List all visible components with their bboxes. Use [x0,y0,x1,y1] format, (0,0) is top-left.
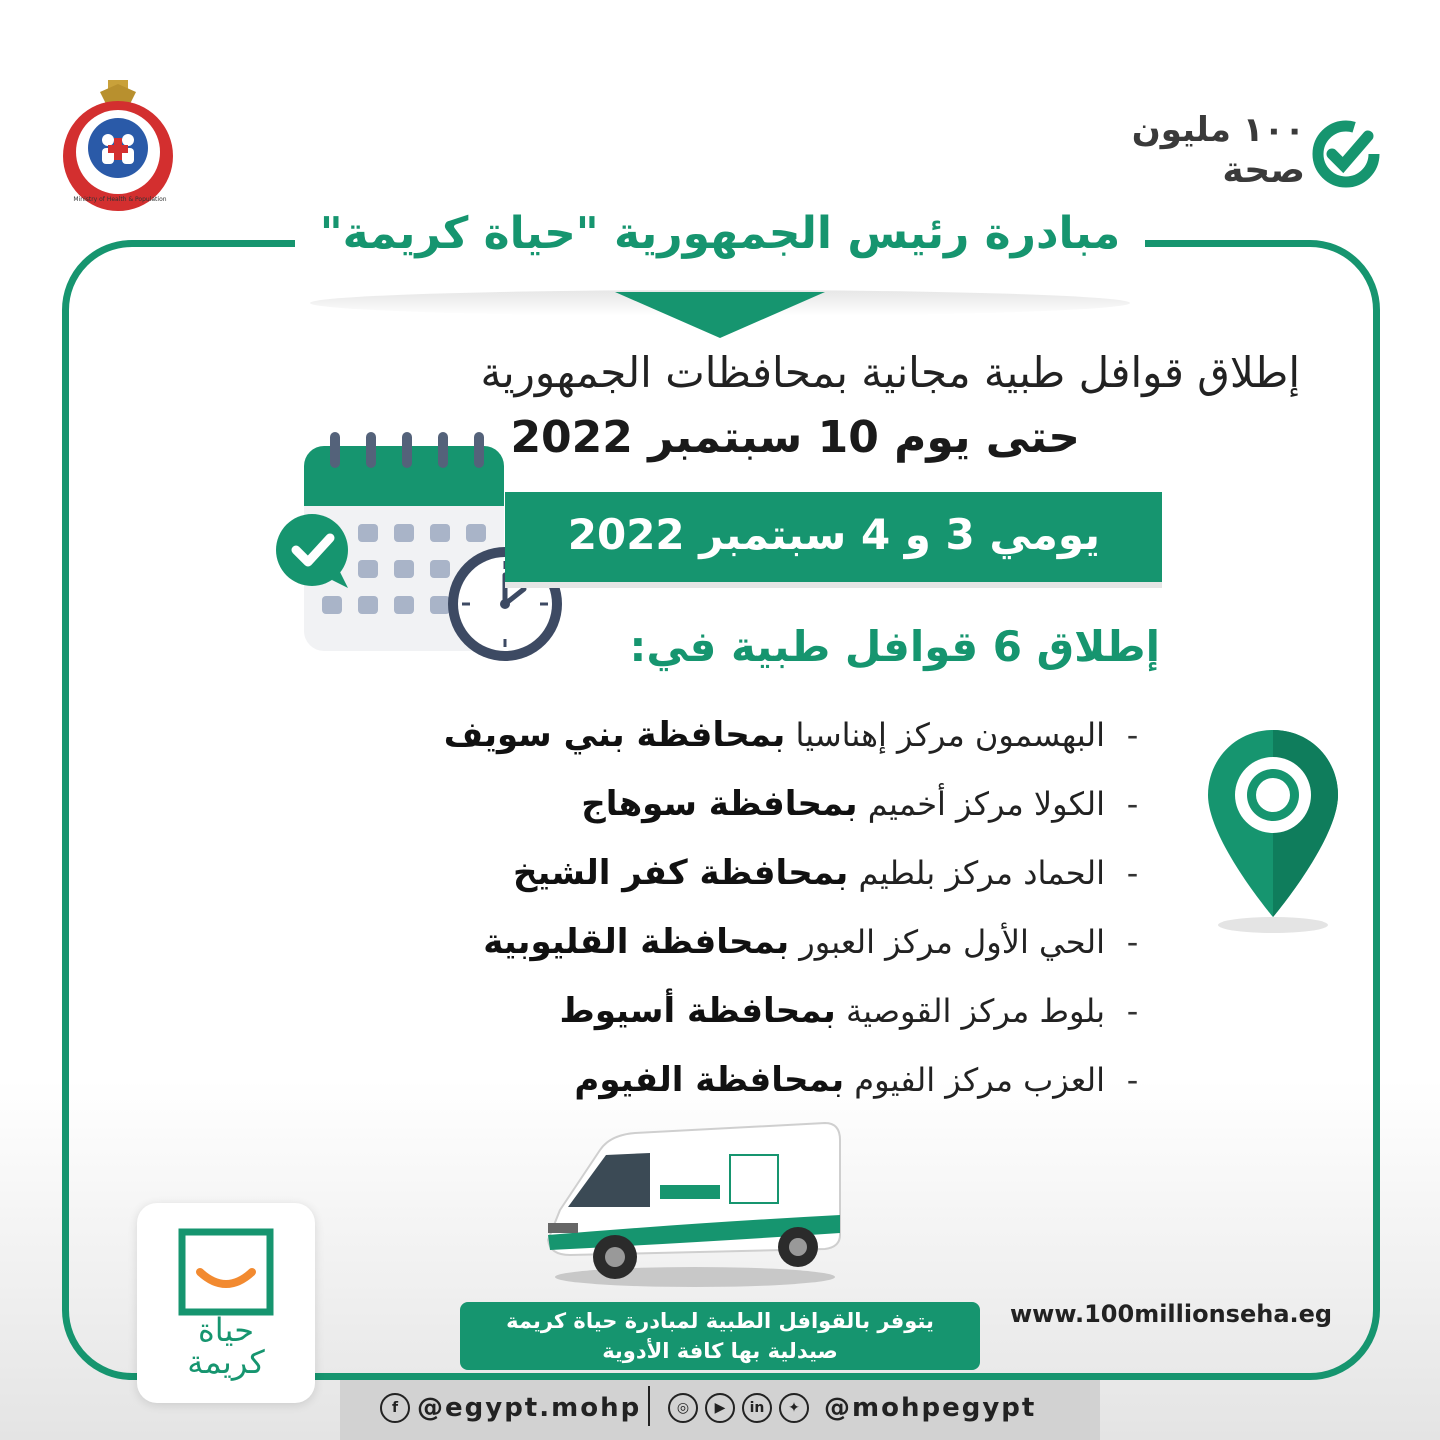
location-place: العزب مركز الفيوم [854,1060,1105,1099]
hayah-karima-mark-icon [178,1228,274,1316]
hayah-karima-line1: حياة [198,1311,254,1349]
ministry-name-en: Ministry of Health & Population [73,196,167,203]
list-dash: - [1126,853,1139,892]
facebook-icon[interactable]: f [380,1393,410,1423]
location-governorate: بمحافظة أسيوط [559,990,836,1031]
hayah-karima-text [142,1311,310,1381]
page-title: مبادرة رئيس الجمهورية "حياة كريمة" [319,208,1121,259]
list-item [360,700,1160,769]
headline-until: حتى يوم 10 سبتمبر 2022 [510,412,1080,463]
logo-100m-line1: ١٠٠ مليون [1131,110,1305,150]
logo-100-million-seha [1131,110,1390,200]
list-dash: - [1126,991,1139,1030]
van-icon [540,1115,850,1290]
location-governorate: بمحافظة بني سويف [443,714,786,755]
social-handle: @mohpegypt [824,1393,1037,1423]
facebook-handle: @egypt.mohp [417,1393,642,1423]
check-icon [1310,118,1382,190]
date-banner-text: يومي 3 و 4 سبتمبر 2022 [567,510,1100,559]
footer-note [460,1302,980,1370]
social-divider [648,1386,650,1426]
logo-100m-line2: صحة [1222,150,1305,191]
location-place: بلوط مركز القوصية [846,991,1105,1030]
linkedin-icon[interactable]: in [742,1393,772,1423]
down-arrow-icon [615,292,825,340]
location-place: الحي الأول مركز العبور [799,922,1105,961]
list-item [360,907,1160,976]
footer-note-line1: يتوفر بالقوافل الطبية لمبادرة حياة كريمة [506,1309,934,1333]
list-dash: - [1126,922,1139,961]
list-item [360,1045,1160,1114]
location-place: البهسمون مركز إهناسيا [795,715,1105,754]
hayah-karima-line2: كريمة [187,1343,265,1381]
youtube-icon[interactable]: ▶ [705,1393,735,1423]
footer-note-line2: صيدلية بها كافة الأدوية [602,1339,838,1363]
twitter-icon[interactable]: ✦ [779,1393,809,1423]
location-pin-icon [1198,725,1348,940]
location-governorate: بمحافظة كفر الشيخ [512,852,849,893]
social-links[interactable] [668,1390,1036,1426]
locations-list [360,700,1160,1114]
location-governorate: بمحافظة سوهاج [581,783,858,824]
location-governorate: بمحافظة الفيوم [574,1059,845,1100]
headline: إطلاق قوافل طبية مجانية بمحافظات الجمهورية [480,348,1300,397]
list-item [360,838,1160,907]
facebook-link[interactable] [380,1390,641,1426]
list-item [360,976,1160,1045]
list-dash: - [1126,784,1139,823]
caravans-subtitle: إطلاق 6 قوافل طبية في: [629,622,1160,671]
list-dash: - [1126,715,1139,754]
location-place: الحماد مركز بلطيم [858,853,1105,892]
list-item [360,769,1160,838]
location-governorate: بمحافظة القليوبية [483,921,790,962]
list-dash: - [1126,1060,1139,1099]
website-link[interactable]: www.100millionseha.eg [1010,1300,1333,1328]
location-place: الكولا مركز أخميم [867,784,1105,823]
instagram-icon[interactable]: ◎ [668,1393,698,1423]
